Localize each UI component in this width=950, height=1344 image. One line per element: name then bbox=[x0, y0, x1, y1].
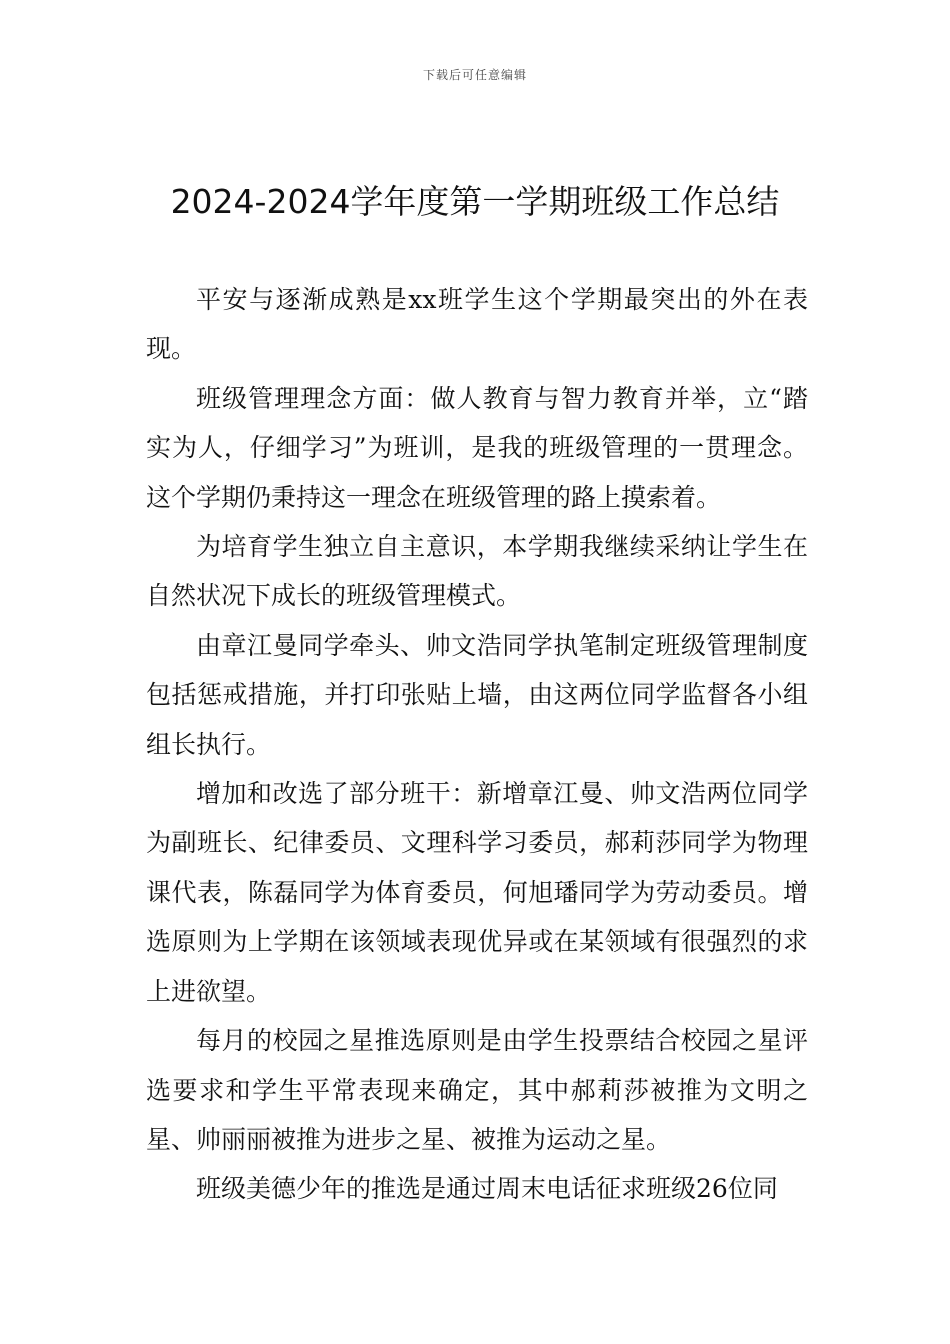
paragraph: 每月的校园之星推选原则是由学生投票结合校园之星评选要求和学生平常表现来确定，其中郝莉莎被推为文明之星、帅丽丽被推为进步之星、被推为运动之星。 bbox=[146, 1026, 808, 1154]
header-note: 下载后可任意编辑 bbox=[422, 68, 527, 82]
document-body bbox=[146, 275, 808, 1214]
paragraph: 班级管理理念方面：做人教育与智力教育并举，立“踏实为人，仔细学习”为班训，是我的班级管理的一贯理念。这个学期仍秉持这一理念在班级管理的路上摸索着。 bbox=[146, 383, 808, 512]
paragraph: 由章江曼同学牵头、帅文浩同学执笔制定班级管理制度包括惩戒措施，并打印张贴上墙，由这两位同学监督各小组组长执行。 bbox=[146, 630, 808, 759]
paragraph: 增加和改选了部分班干：新增章江曼、帅文浩两位同学为副班长、纪律委员、文理科学习委员，郝莉莎同学为物理课代表，陈磊同学为体育委员，何旭璠同学为劳动委员。增选原则为上学期在该领域表现优异或在某领域有很强烈的求上进欲望。 bbox=[146, 779, 808, 1006]
paragraph: 为培育学生独立自主意识，本学期我继续采纳让学生在自然状况下成长的班级管理模式。 bbox=[146, 532, 808, 611]
document-title: 2024-2024学年度第一学期班级工作总结 bbox=[170, 182, 780, 221]
paragraph: 班级美德少年的推选是通过周末电话征求班级26位同 bbox=[196, 1174, 778, 1204]
paragraph: 平安与逐渐成熟是xx班学生这个学期最突出的外在表现。 bbox=[146, 285, 808, 364]
